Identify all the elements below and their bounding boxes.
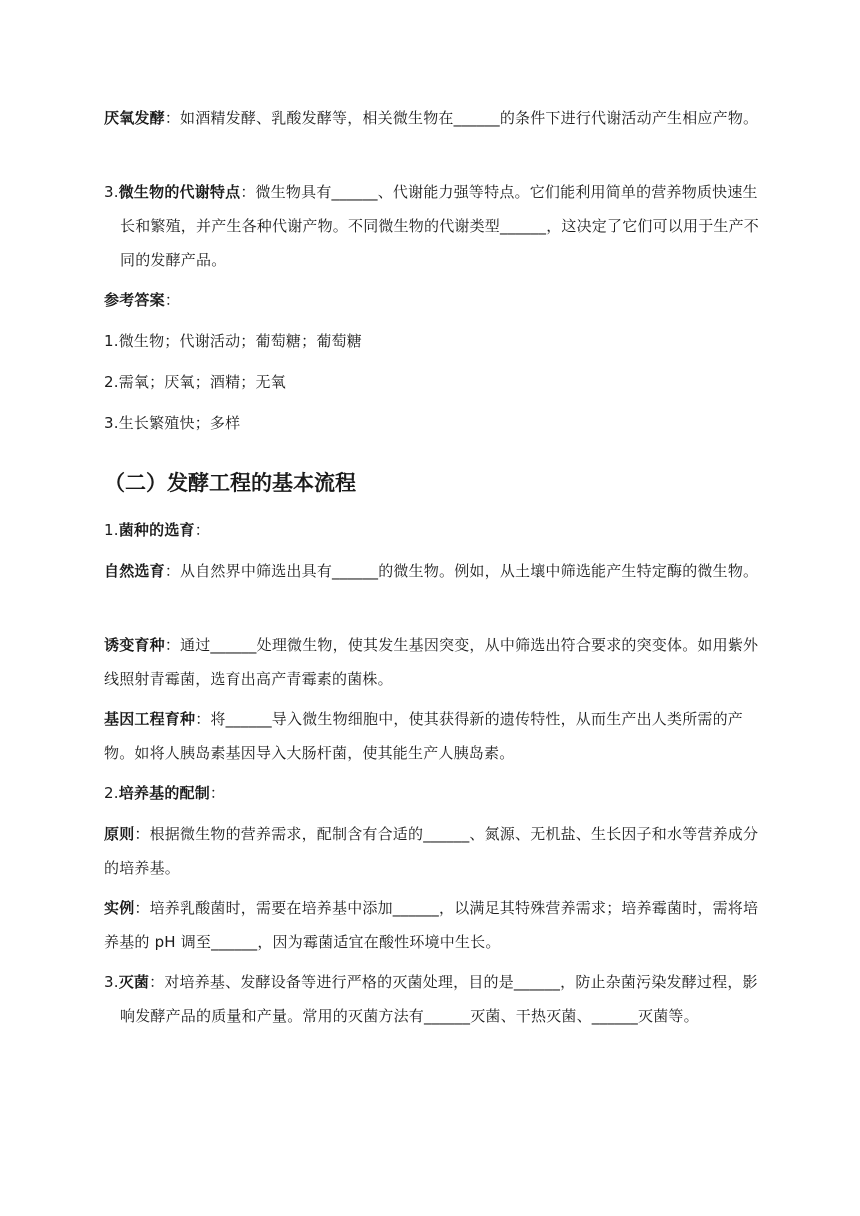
paragraph-text: ：微生物具有______、代谢能力强等特点。它们能利用简单的营养物质快速生长和繁殖，并产生各种代谢产物。不同微生物的代谢类型______，这决定了它们可以用于生产不同的发酵产品。 bbox=[120, 183, 760, 269]
term-label: 灭菌 bbox=[118, 973, 150, 991]
paragraph-text: 3.生长繁殖快；多样 bbox=[104, 414, 241, 432]
section-heading: （二）发酵工程的基本流程 bbox=[104, 471, 356, 495]
item-number: 3. bbox=[104, 973, 119, 991]
term-label: 原则 bbox=[104, 825, 135, 843]
paragraph-text: ：从自然界中筛选出具有______的微生物。例如，从土壤中筛选能产生特定酶的微生物。 bbox=[164, 562, 759, 580]
item-number: 2. bbox=[104, 784, 119, 802]
paragraph-genetic-engineering-breeding bbox=[104, 702, 764, 770]
answer-line-2 bbox=[104, 365, 764, 399]
paragraph-example bbox=[104, 891, 764, 959]
paragraph-text: 1.微生物；代谢活动；葡萄糖；葡萄糖 bbox=[104, 332, 362, 350]
paragraph-text: ：通过______处理微生物，使其发生基因突变，从中筛选出符合要求的突变体。如用紫外线照射青霉菌，选育出高产青霉素的菌株。 bbox=[104, 636, 759, 688]
paragraph-principle bbox=[104, 817, 764, 885]
paragraph-text: ： bbox=[194, 521, 210, 539]
paragraph-mutation-breeding bbox=[104, 628, 764, 696]
term-label: 诱变育种 bbox=[104, 636, 165, 654]
answer-line-3 bbox=[104, 406, 764, 440]
paragraph-metabolism-features bbox=[104, 175, 764, 277]
answer-heading bbox=[104, 283, 764, 317]
paragraph-anaerobic-fermentation bbox=[104, 101, 764, 135]
paragraph-text: ： bbox=[209, 784, 226, 802]
term-label: 实例 bbox=[104, 899, 135, 917]
term-label: 基因工程育种 bbox=[104, 710, 196, 728]
paragraph-text: ：如酒精发酵、乳酸发酵等，相关微生物在______的条件下进行代谢活动产生相应产物。 bbox=[164, 109, 759, 127]
paragraph-text: ：对培养基、发酵设备等进行严格的灭菌处理，目的是______，防止杂菌污染发酵过程，影响发酵产品的质量和产量。常用的灭菌方法有______灭菌、干热灭菌、______灭菌等。 bbox=[120, 973, 758, 1025]
paragraph-strain-selection bbox=[104, 513, 764, 547]
paragraph-text: ：根据微生物的营养需求，配制含有合适的______、氮源、无机盐、生长因子和水等营养成分的培养基。 bbox=[104, 825, 759, 877]
term-label: 菌种的选育 bbox=[118, 521, 195, 539]
paragraph-text: 2.需氧；厌氧；酒精；无氧 bbox=[104, 373, 286, 391]
item-number: 3. bbox=[104, 183, 119, 201]
term-label: 自然选育 bbox=[104, 562, 165, 580]
answer-line-1 bbox=[104, 324, 764, 358]
paragraph-text: ：将______导入微生物细胞中，使其获得新的遗传特性，从而生产出人类所需的产物。如将人胰岛素基因导入大肠杆菌，使其能生产人胰岛素。 bbox=[104, 710, 744, 762]
term-label: 微生物的代谢特点 bbox=[118, 183, 241, 201]
paragraph-text: ：培养乳酸菌时，需要在培养基中添加______，以满足其特殊营养需求；培养霉菌时，需将培养基的 pH 调至______，因为霉菌适宜在酸性环境中生长。 bbox=[104, 899, 759, 951]
term-label: 厌氧发酵 bbox=[104, 109, 165, 127]
item-number: 1. bbox=[104, 521, 119, 539]
paragraph-text: ： bbox=[164, 291, 181, 309]
term-label: 培养基的配制 bbox=[118, 784, 210, 802]
paragraph-natural-selection bbox=[104, 554, 764, 588]
term-label: 参考答案 bbox=[104, 291, 165, 309]
paragraph-medium-preparation bbox=[104, 776, 764, 810]
paragraph-sterilization bbox=[104, 965, 764, 1033]
